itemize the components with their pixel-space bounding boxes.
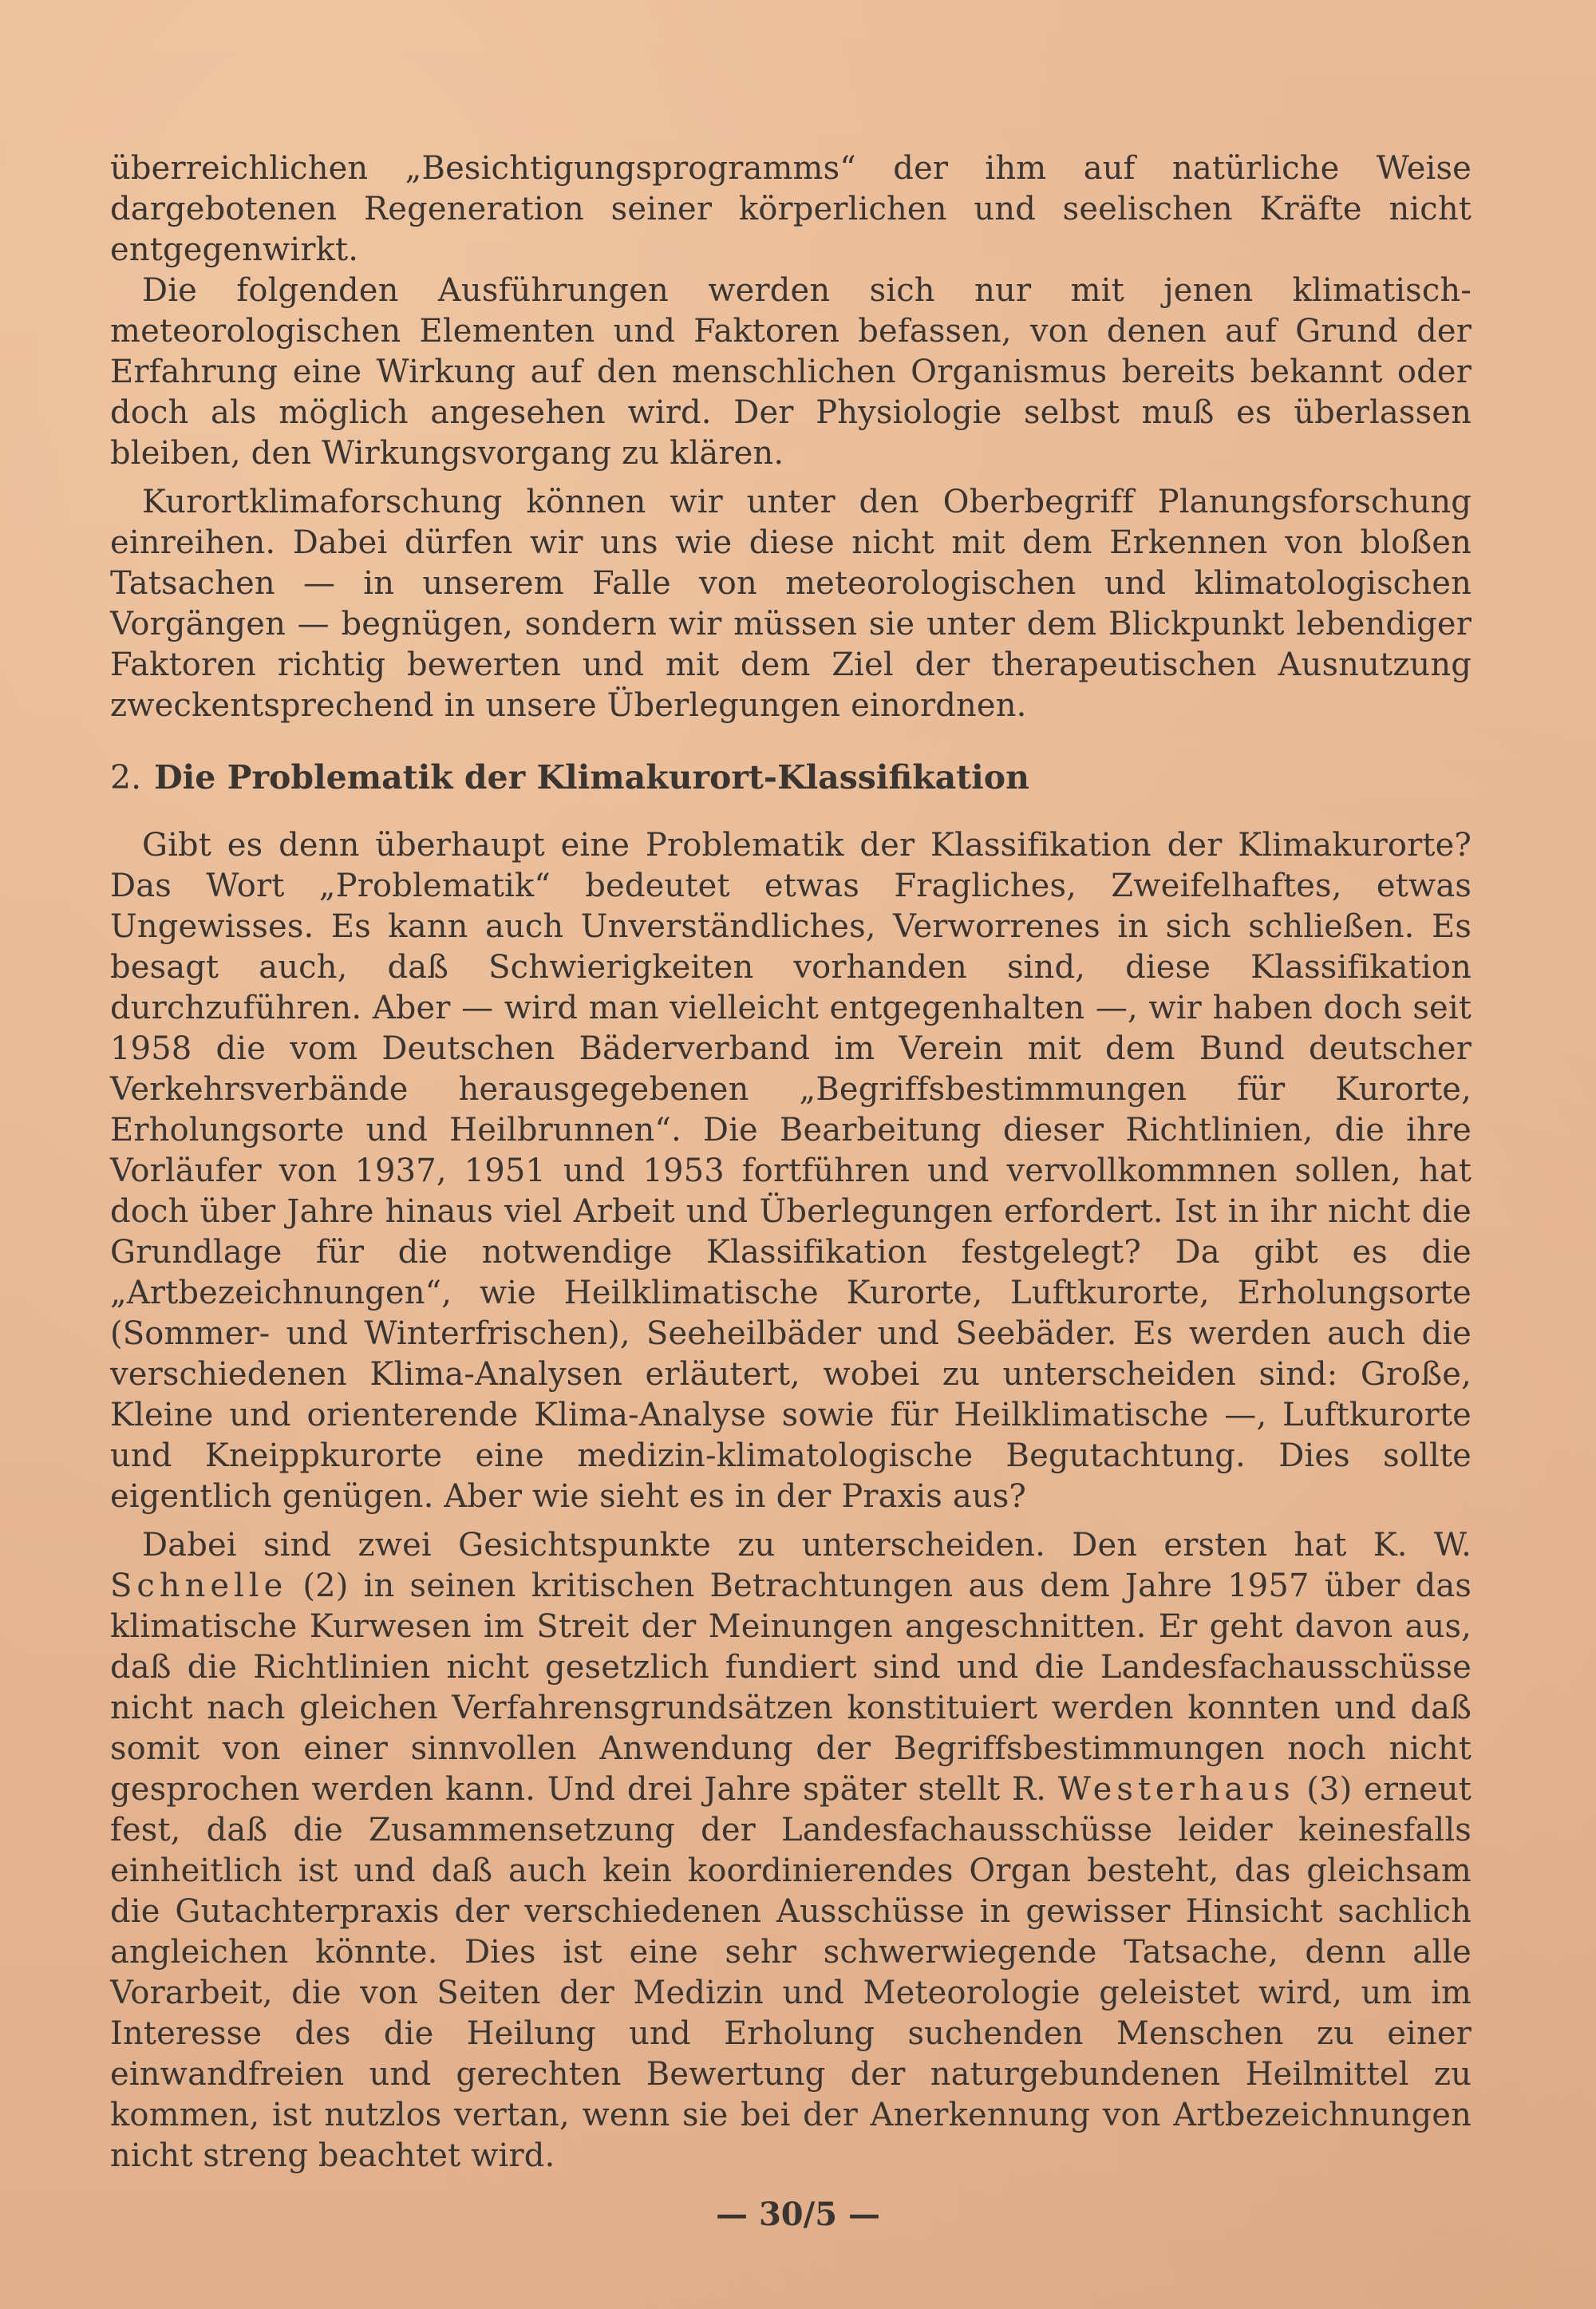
section-title: Die Problematik der Klimakurort-Klassifikation (154, 758, 1029, 797)
paragraph-problematik: Gibt es denn überhaupt eine Problematik der Klassifikation der Klimakurorte? Das Wort „Problematik“ bedeutet etwas Fragliches, Zweifelhaftes, etwas Ungewisses. Es kann auch Unverständliches, Verworrenes in sich schließen. Es besagt auch, daß Schwierigkeiten vorhanden sind, diese Klassifikation durchzuführen. Aber — wird man vielleicht entgegenhalten —, wir haben doch seit 1958 die vom Deutschen Bäderverband im Verein mit dem Bund deutscher Verkehrsverbände herausgegebenen „Begriffsbestimmungen für Kurorte, Erholungsorte und Heilbrunnen“. Die Bearbeitung dieser Richtlinien, die ihre Vorläufer von 1937, 1951 und 1953 fortführen und vervollkommnen sollen, hat doch über Jahre hinaus viel Arbeit und Überlegungen erfordert. Ist in ihr nicht die Grundlage für die notwendige Klassifikation festgelegt? Da gibt es die „Artbezeichnungen“, wie Heilklimatische Kurorte, Luftkurorte, Erholungsorte (Sommer- und Winterfrischen), Seeheilbäder und Seebäder. Es werden auch die verschiedenen Klima-Analysen erläutert, wobei zu unterscheiden sind: Große, Kleine und orienterende Klima-Analyse sowie für Heilklimatische —, Luftkurorte und Kneippkurorte eine medizin-klimatologische Begutachtung. Dies sollte eigentlich genügen. Aber wie sieht es in der Praxis aus? (110, 827, 1472, 1515)
section-number: 2. (110, 758, 142, 797)
paragraph-continuation: überreichlichen „Besichtigungsprogramms“ der ihm auf natürliche Weise dargebotenen Regeneration seiner körperlichen und seelischen Kräfte nicht entgegenwirkt. (110, 150, 1472, 268)
body-text-lower (110, 825, 1472, 2177)
paragraph-part-b: (2) in seinen kritischen Betrachtungen aus dem Jahre 1957 über das klimatische Kurwesen im Streit der Meinungen angeschnitten. Er geht davon aus, daß die Richtlinien nicht gesetzlich fundiert sind und die Landesfachausschüsse nicht nach gleichen Verfahrensgrundsätzen konstituiert werden konnten und daß somit von einer sinnvollen Anwendung der Begriffsbestimmungen noch nicht gesprochen werden kann. Und drei Jahre später stellt R. (110, 1568, 1472, 1808)
author-name-schnelle: Schnelle (110, 1568, 288, 1604)
paragraph-gesichtspunkte (110, 1525, 1472, 2177)
paragraph-part-a: Dabei sind zwei Gesichtspunkte zu unterscheiden. Den ersten hat K. W. (142, 1527, 1472, 1564)
paragraph-elements: Die folgenden Ausführungen werden sich nur mit jenen klimatisch-meteorologischen Elementen und Faktoren befassen, von denen auf Grund der Erfahrung eine Wirkung auf den menschlichen Organismus bereits bekannt oder doch als möglich angesehen wird. Der Physiologie selbst muß es überlassen bleiben, den Wirkungsvorgang zu klären. (110, 272, 1472, 472)
paragraph-planungsforschung: Kurortklimaforschung können wir unter den Oberbegriff Planungsforschung einreihen. Dabei dürfen wir uns wie diese nicht mit dem Erkennen von bloßen Tatsachen — in unserem Falle von meteorologischen und klimatologischen Vorgängen — begnügen, sondern wir müssen sie unter dem Blickpunkt lebendiger Faktoren richtig bewerten und mit dem Ziel der therapeutischen Ausnutzung zweckentsprechend in unsere Überlegungen einordnen. (110, 484, 1472, 724)
body-text-upper (110, 148, 1472, 726)
paragraph-part-c: (3) erneut fest, daß die Zusammensetzung der Landesfachausschüsse leider keinesfalls einheitlich ist und daß auch kein koordinierendes Organ besteht, das gleichsam die Gutachterpraxis der verschiedenen Ausschüsse in gewisser Hinsicht sachlich angleichen könnte. Dies ist eine sehr schwerwiegende Tatsache, denn alle Vorarbeit, die von Seiten der Medizin und Meteorologie geleistet wird, um im Interesse des die Heilung und Erholung suchenden Menschen zu einer einwandfreien und gerechten Bewertung der naturgebundenen Heilmittel zu kommen, ist nutzlos vertan, wenn sie bei der Anerkennung von Artbezeichnungen nicht streng beachtet wird. (110, 1771, 1472, 2174)
page-number: — 30/5 — (716, 2196, 880, 2233)
author-name-westerhaus: Westerhaus (1057, 1771, 1295, 1808)
section-heading (110, 757, 1472, 798)
